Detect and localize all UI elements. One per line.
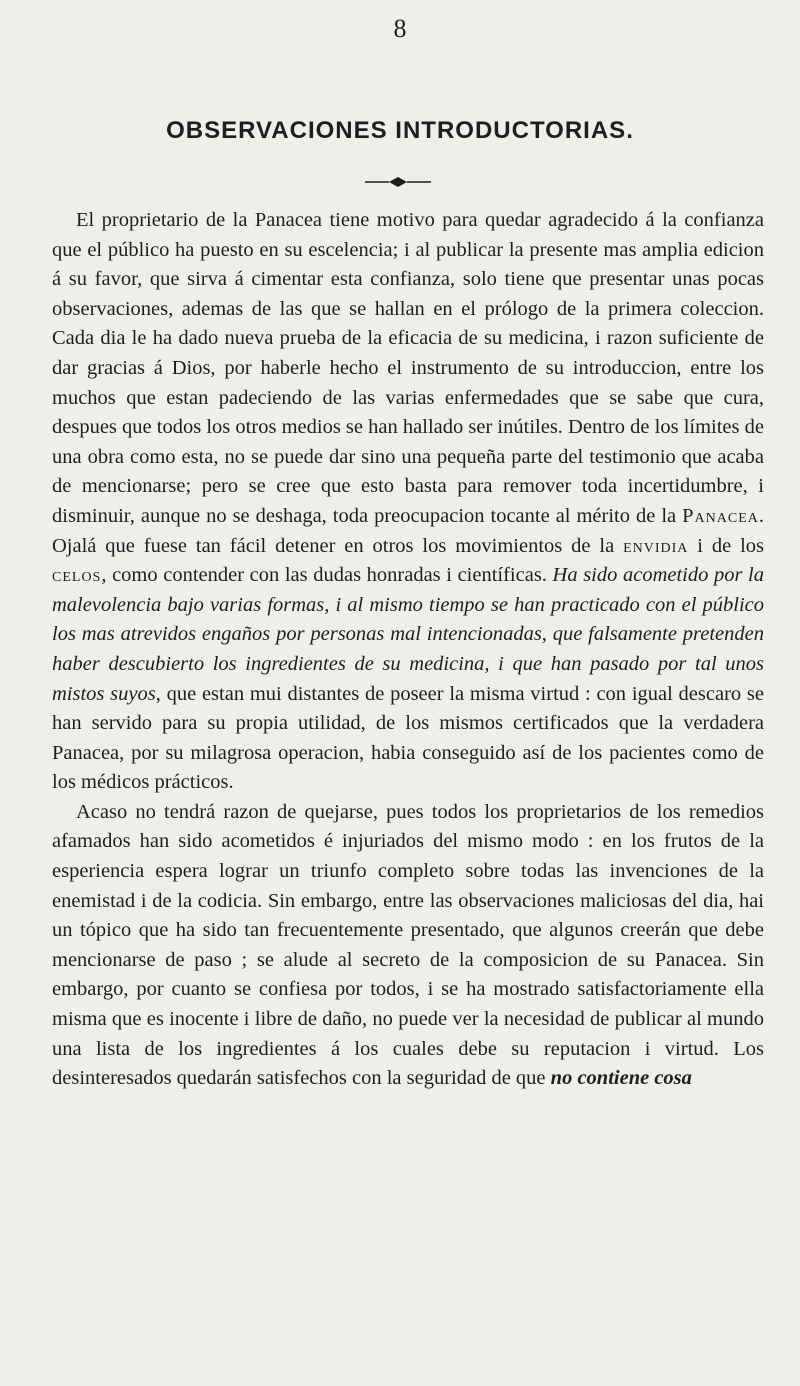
text-run: , como contender con las dudas honradas i científicas.: [101, 564, 553, 587]
text-run: El proprietario de la Panacea tiene motivo para quedar agradecido á la confianza que el público ha puesto en su escelencia; i al publicar la presente mas amplia edicion á su favor, que sirva á cimentar esta confianza, solo tiene que presentar unas pocas observaciones, ademas de las que se hallan en el prólogo de la primera coleccion. Cada dia le ha dado nueva prueba de la eficacia de su medicina, i razon suficiente de dar gracias á Dios, por haberle hecho el instrumento de su introduccion, entre los muchos que estan padeciendo de las varias enfermedades que se sabe que cura, despues que todos los otros medios se han hallado ser inútiles. Dentro de los límites de una obra como esta, no se puede dar sino una pequeña parte del testimonio que acaba de mencionarse; pero se cree que esto basta para remover toda incertidumbre, i disminuir, aunque no se deshaga, toda preocupacion tocante al mérito de la: [52, 209, 764, 527]
text-run: envidia: [623, 534, 689, 557]
text-run: Ha sido acometido por la malevolencia bajo varias formas, i al mismo tiempo se han practicado con el público los mas atrevidos engaños por personas mal intencionadas, que falsamente pretenden haber descubierto los ingredientes de su medicina, i que han pasado por tal unos mistos suyos: [52, 564, 764, 705]
text-run: i de los: [688, 534, 764, 557]
text-run: no contiene cosa: [550, 1067, 692, 1090]
text-run: Acaso no tendrá razon de quejarse, pues todos los proprietarios de los remedios afamados han sido acometidos é injuriados del mismo modo : en los frutos de la esperiencia espera lograr un triunfo completo sobre todas las invenciones de la enemistad i de la codicia. Sin embargo, entre las observaciones maliciosas del dia, hai un tópico que ha sido tan frecuentemente presentado, que algunos creerán que debe mencionarse de paso ; se alude al secreto de la composicion de su Panacea. Sin embargo, por cuanto se confiesa por todos, i se ha mostrado satisfactoriamente ella misma que es inocente i libre de daño, no puede ver la necesidad de publicar al mundo una lista de los ingredientes á los cuales debe su reputacion i virtud. Los desinteresados quedarán satisfechos con la seguridad de que: [52, 800, 764, 1090]
page-number: 8: [393, 14, 407, 43]
text-run: Panacea: [682, 504, 759, 527]
paragraph: [52, 798, 764, 1094]
text-run: celos: [52, 564, 102, 587]
body-text: [52, 206, 764, 1094]
section-title: OBSERVACIONES INTRODUCTORIAS.: [166, 117, 634, 144]
text-run: , que estan mui distantes de poseer la misma virtud : con igual descaro se han servido para su propia utilidad, de los mismos certificados que la verdadera Panacea, por su milagrosa operacion, habia conseguido así de los pacientes como de los médicos prácticos.: [52, 682, 764, 794]
text-run: . Ojalá que fuese tan fácil detener en otros los movimientos de la: [52, 504, 764, 557]
paragraph: [52, 206, 764, 798]
ornament-divider-icon: [363, 175, 433, 189]
